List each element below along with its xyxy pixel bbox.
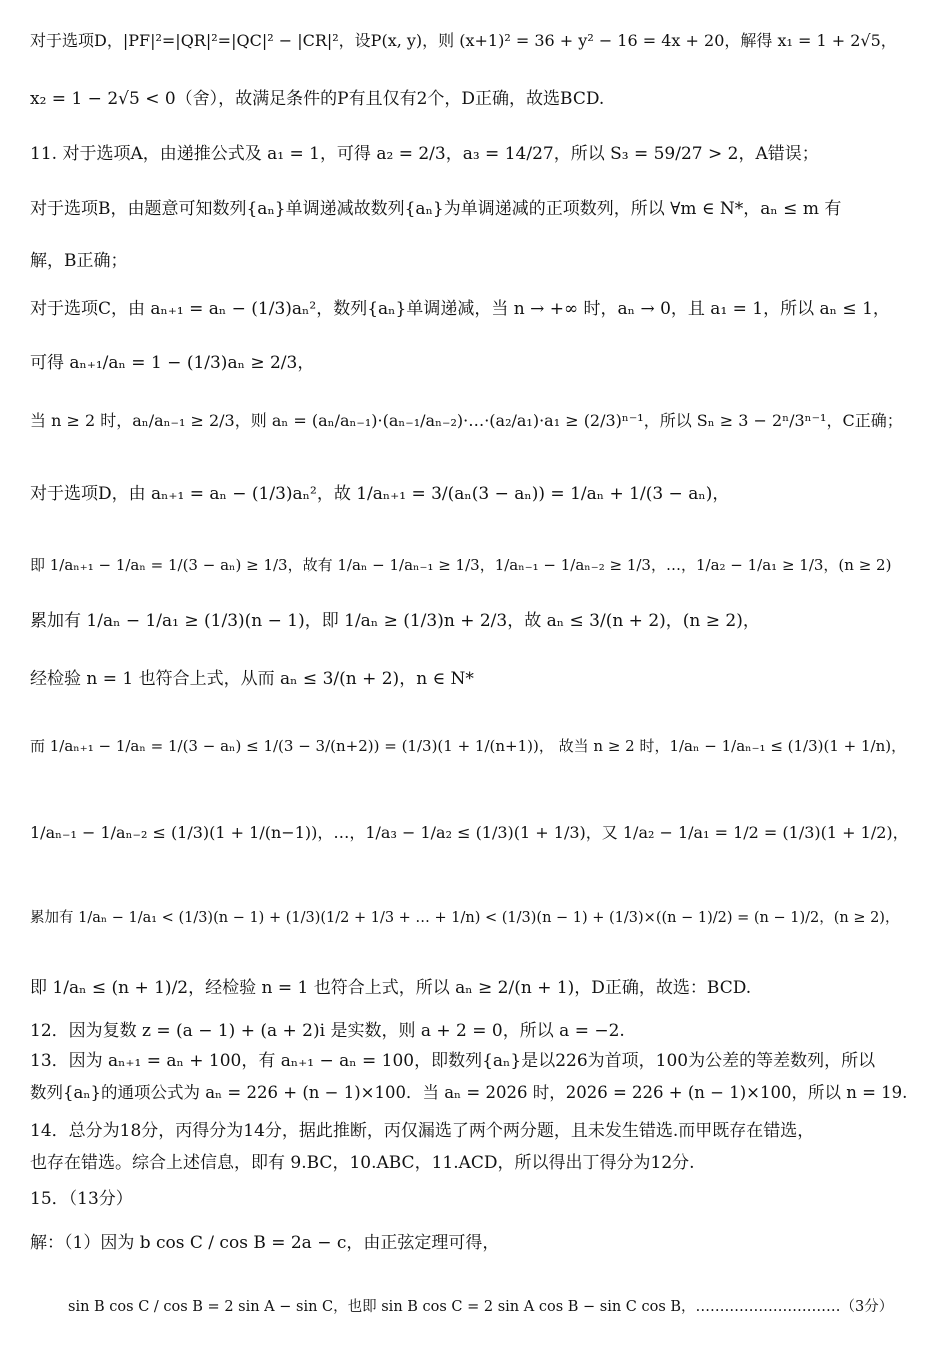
line-q15-heading: 15．（13分） xyxy=(30,1189,133,1209)
line-q15-part1-step: sin B cos C / cos B = 2 sin A − sin C，也即 sin B cos C = 2 sin A cos B − sin C cos B，…………………………（3分） xyxy=(68,1299,894,1315)
line-q11-option-c-ratio: 可得 aₙ₊₁/aₙ = 1 − (1/3)aₙ ≥ 2/3， xyxy=(30,353,315,373)
line-q11-option-d: 对于选项D，由 aₙ₊₁ = aₙ − (1/3)aₙ²，故 1/aₙ₊₁ = 3/(aₙ(3 − aₙ)) = 1/aₙ + 1/(3 − aₙ)， xyxy=(30,484,730,504)
line-q11-option-b-cont: 解，B正确； xyxy=(30,251,128,271)
line-q11-option-d-chain: 1/aₙ₋₁ − 1/aₙ₋₂ ≤ (1/3)(1 + 1/(n−1))，…，1/a₃ − 1/a₂ ≤ (1/3)(1 + 1/3)，又 1/a₂ − 1/a₁ = 1/2 = (1/3)(1 + 1/2)， xyxy=(30,823,909,842)
line-q13-cont: 数列{aₙ}的通项公式为 aₙ = 226 + (n − 1)×100．当 aₙ = 2026 时，2026 = 226 + (n − 1)×100，所以 n = 19. xyxy=(30,1083,908,1102)
line-q11-option-d-check: 经检验 n = 1 也符合上式，从而 aₙ ≤ 3/(n + 2)，n ∈ N* xyxy=(30,669,474,689)
line-q11-option-d-accum2: 累加有 1/aₙ − 1/a₁ < (1/3)(n − 1) + (1/3)(1/2 + 1/3 + … + 1/n) < (1/3)(n − 1) + (1/3)×((n − 1)/2) = (n − 1)/2，(n ≥ 2)， xyxy=(30,910,900,926)
line-q11-option-d-accum: 累加有 1/aₙ − 1/a₁ ≥ (1/3)(n − 1)，即 1/aₙ ≥ (1/3)n + 2/3，故 aₙ ≤ 3/(n + 2)，(n ≥ 2)， xyxy=(30,611,760,631)
line-option-d-p: 对于选项D，|PF|²=|QR|²=|QC|² − |CR|²，设P(x, y)，则 (x+1)² = 36 + y² − 16 = 4x + 20，解得 x₁ = 1 + 2√5， xyxy=(30,31,897,50)
line-q11-option-a: 11. 对于选项A，由递推公式及 a₁ = 1，可得 a₂ = 2/3，a₃ = 14/27，所以 S₃ = 59/27 > 2，A错误； xyxy=(30,144,819,164)
line-q11-option-b: 对于选项B，由题意可知数列{aₙ}单调递减故数列{aₙ}为单调递减的正项数列，所以 ∀m ∈ N*，aₙ ≤ m 有 xyxy=(30,199,842,219)
line-q11-option-d-ineq: 即 1/aₙ₊₁ − 1/aₙ = 1/(3 − aₙ) ≥ 1/3，故有 1/aₙ − 1/aₙ₋₁ ≥ 1/3，1/aₙ₋₁ − 1/aₙ₋₂ ≥ 1/3，…，1/a₂ − 1/a₁ ≥ 1/3，(n ≥ 2) xyxy=(30,556,892,574)
line-q13: 13．因为 aₙ₊₁ = aₙ + 100，有 aₙ₊₁ − aₙ = 100，即数列{aₙ}是以226为首项，100为公差的等差数列，所以 xyxy=(30,1051,876,1071)
line-q11-option-c-sum: 当 n ≥ 2 时，aₙ/aₙ₋₁ ≥ 2/3，则 aₙ = (aₙ/aₙ₋₁)·(aₙ₋₁/aₙ₋₂)·…·(a₂/a₁)·a₁ ≥ (2/3)ⁿ⁻¹，所以 Sₙ ≥ 3 − 2ⁿ/3ⁿ⁻¹，C正确； xyxy=(30,411,903,430)
line-q14-cont: 也存在错选。综合上述信息，即有 9.BC，10.ABC，11.ACD，所以得出丁得分为12分. xyxy=(30,1153,695,1173)
line-x2-reject: x₂ = 1 − 2√5 < 0（舍），故满足条件的P有且仅有2个，D正确，故选BCD. xyxy=(30,89,605,109)
line-q11-option-c: 对于选项C，由 aₙ₊₁ = aₙ − (1/3)aₙ²，数列{aₙ}单调递减，当 n → +∞ 时，aₙ → 0，且 a₁ = 1，所以 aₙ ≤ 1， xyxy=(30,299,890,319)
line-q11-option-d-upper: 而 1/aₙ₊₁ − 1/aₙ = 1/(3 − aₙ) ≤ 1/(3 − 3/(n+2)) = (1/3)(1 + 1/(n+1))， 故当 n ≥ 2 时，1/aₙ − 1/aₙ₋₁ ≤ (1/3)(1 + 1/n)， xyxy=(30,737,907,755)
line-q11-option-d-conclusion: 即 1/aₙ ≤ (n + 1)/2，经检验 n = 1 也符合上式，所以 aₙ ≥ 2/(n + 1)，D正确，故选：BCD. xyxy=(30,978,752,998)
line-q14: 14．总分为18分，丙得分为14分，据此推断，丙仅漏选了两个两分题，且未发生错选.而甲既存在错选， xyxy=(30,1121,815,1141)
line-q15-part1: 解：（1）因为 b cos C / cos B = 2a − c，由正弦定理可得， xyxy=(30,1233,500,1253)
line-q12: 12．因为复数 z = (a − 1) + (a + 2)i 是实数，则 a + 2 = 0，所以 a = −2. xyxy=(30,1021,625,1041)
